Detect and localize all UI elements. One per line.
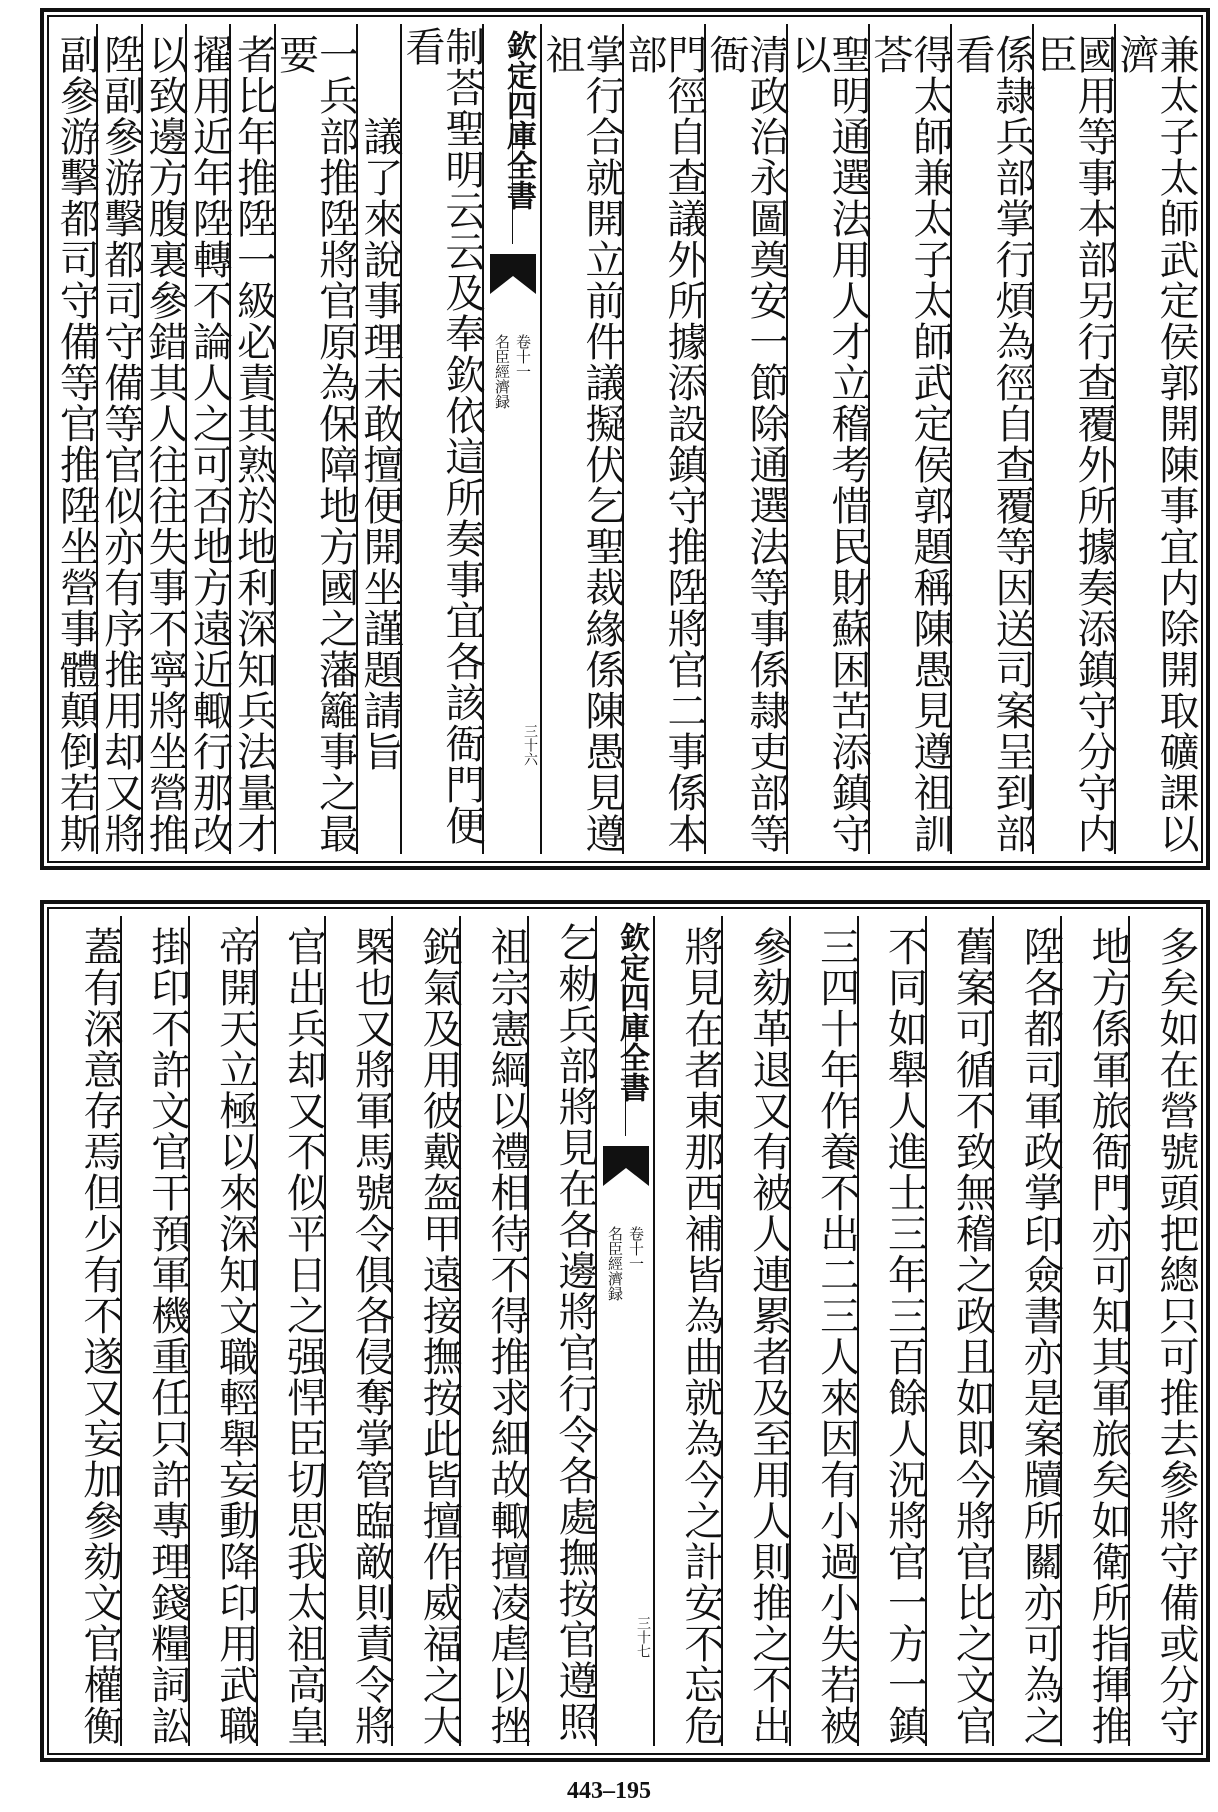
- text-column: 地方係軍旅衙門亦可知其軍旅矣如衛所指揮推: [1060, 916, 1128, 1746]
- text-column: 帝開天立極以來深知文職輕舉妄動降印用武職: [188, 916, 256, 1746]
- text-column: 得太師兼太子太師武定侯郭題稱陳愚見遵祖訓荅: [868, 24, 950, 854]
- text-column: 祖宗憲綱以禮相待不得推求細故輙擅凌虐以挫: [459, 916, 527, 1746]
- fishtail-mark: [603, 1146, 649, 1206]
- text-column: 官出兵却又不似平日之强悍臣切思我太祖高皇: [256, 916, 324, 1746]
- page-block-top: [40, 8, 1210, 870]
- center-banner: [482, 24, 540, 854]
- text-column: 一兵部推陞將官原為保障地方國之藩籬事之最要: [274, 24, 356, 854]
- text-column: 陞副參游擊都司守備等官似亦有序推用却又將: [96, 24, 140, 854]
- text-column: 兼太子太師武定侯郭開陳事宜内除開取礦課以濟: [1114, 24, 1196, 854]
- text-column: 門徑自查議外所據添設鎮守推陞將官二事係本部: [622, 24, 704, 854]
- banner-page: 三十七: [635, 1616, 651, 1658]
- text-column: 副參游擊都司守備等官推陞坐營事體顛倒若斯: [53, 34, 100, 854]
- text-column: 擢用近年陞轉不論人之可否地方遠近輙行那改: [185, 24, 229, 854]
- text-column: 議了來說事理未敢擅便開坐謹題請旨: [356, 24, 400, 854]
- text-column: 掌行合就開立前件議擬伏乞聖裁緣係陳愚見遵祖: [540, 24, 622, 854]
- banner-volume: 卷十一: [514, 334, 532, 379]
- text-column: 以致邊方腹裏參錯其人往往失事不寧將坐營推: [141, 24, 185, 854]
- text-column: 掛印不許文官干預軍機重任只許專理錢糧詞訟: [120, 916, 188, 1746]
- center-banner: [595, 916, 653, 1746]
- text-column: 將見在者東那西補皆為曲就為今之計安不忘危: [653, 916, 721, 1746]
- text-columns: [53, 24, 1199, 854]
- banner-book-title: 名臣經濟録: [493, 334, 511, 409]
- fishtail-mark: [490, 254, 536, 314]
- text-column: 槩也又將軍馬號令俱各侵奪掌管臨敵則責令將: [324, 916, 392, 1746]
- text-column: 三四十年作養不出二三人來因有小過小失若被: [789, 916, 857, 1746]
- text-column: 蓋有深意存焉但少有不遂又妄加參劾文官權衡: [76, 926, 123, 1746]
- text-column: 舊案可循不致無稽之政且如即今將官比之文官: [925, 916, 993, 1746]
- text-column: 鋭氣及用彼戴盔甲遠接撫按此皆擅作威福之大: [391, 916, 459, 1746]
- text-columns: [54, 916, 1199, 1746]
- text-column: 者比年推陞一級必責其熟於地利深知兵法量才: [229, 24, 273, 854]
- banner-page: 三十六: [522, 724, 538, 766]
- banner-volume: 卷十一: [627, 1226, 645, 1271]
- text-column: 乞勑兵部將見在各邊將官行令各處撫按官遵照: [527, 916, 595, 1746]
- text-column: 多矣如在營號頭把總只可推去參將守備或分守: [1128, 916, 1196, 1746]
- banner-title: 欽定四庫全書: [614, 922, 649, 1102]
- banner-title: 欽定四庫全書: [501, 30, 536, 210]
- text-column: 不同如舉人進士三年三百餘人況將官一方一鎮: [857, 916, 925, 1746]
- text-column: 制荅聖明云云及奉欽依這所奏事宜各該衙門便看: [400, 24, 482, 854]
- page-block-bottom: [40, 900, 1210, 1762]
- page-number: 443–195: [567, 1778, 651, 1804]
- text-column: 清政治永圖奠安一節除通選法等事係隷吏部等衙: [704, 24, 786, 854]
- banner-book-title: 名臣經濟録: [606, 1226, 624, 1301]
- text-column: 陞各都司軍政掌印僉書亦是案牘所關亦可為之: [992, 916, 1060, 1746]
- text-column: 參劾革退又有被人連累者及至用人則推之不出: [721, 916, 789, 1746]
- text-column: 係隷兵部掌行煩為徑自查覆等因送司案呈到部看: [950, 24, 1032, 854]
- text-column: 聖明通選法用人才立稽考惜民財蘇困苦添鎮守以: [786, 24, 868, 854]
- text-column: 國用等事本部另行查覆外所據奏添鎮守分守内臣: [1032, 24, 1114, 854]
